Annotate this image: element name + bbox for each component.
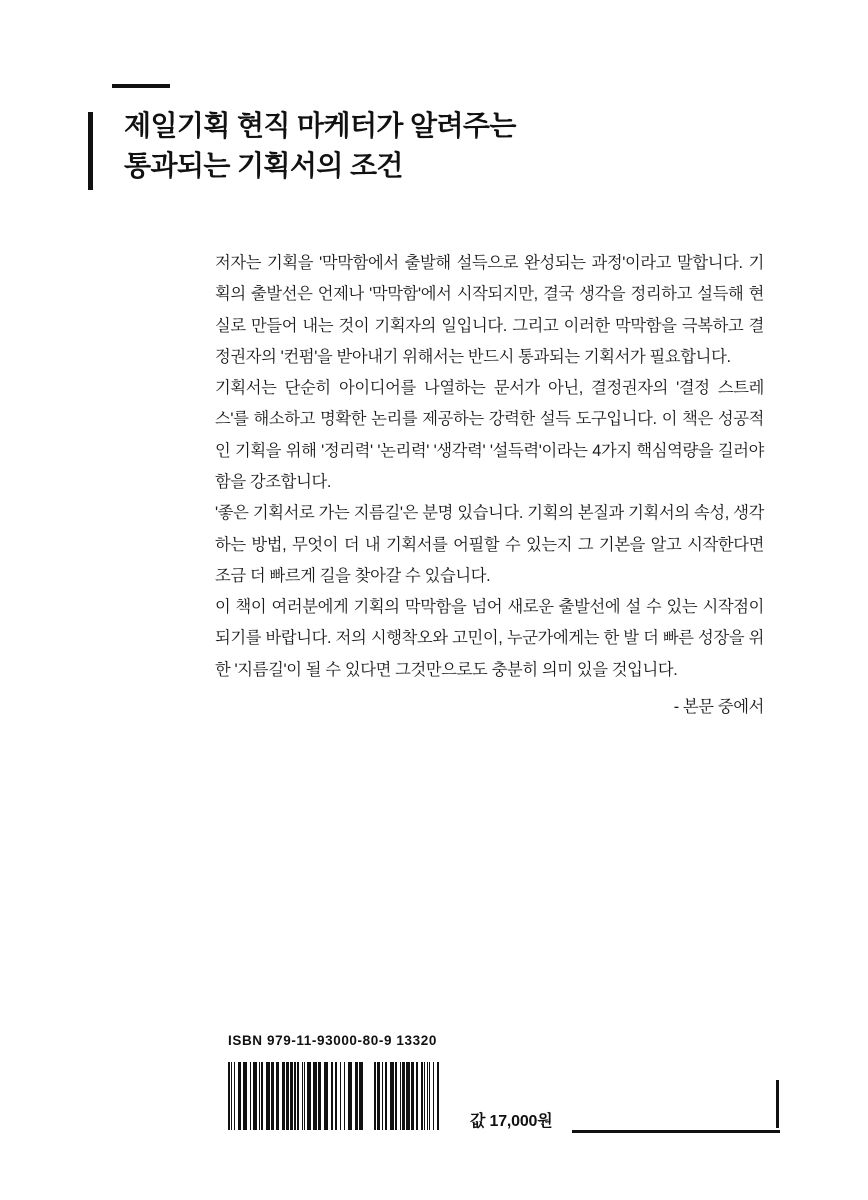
body-copy xyxy=(215,248,764,723)
attribution-text: - 본문 중에서 xyxy=(673,697,764,716)
body-paragraph-1: 저자는 기획을 '막막함에서 출발해 설득으로 완성되는 과정'이라고 말합니다. 기획의 출발선은 언제나 '막막함'에서 시작되지만, 결국 생각을 정리하고 설득해 현실로 만들어 내는 것이 기획자의 일입니다. 그리고 이러한 막막함을 극복하고 결정권자의 '컨펌'을 받아내기 위해서는 반드시 통과되는 기획서가 필요합니다. xyxy=(215,254,764,366)
page-title xyxy=(124,106,824,186)
price-label: 값 17,000원 xyxy=(470,1113,553,1130)
headline-accent-bar xyxy=(88,112,93,190)
headline-line-2: 통과되는 기획서의 조건 xyxy=(124,149,403,181)
body-paragraph-4: 이 책이 여러분에게 기획의 막막함을 넘어 새로운 출발선에 설 수 있는 시작점이 되기를 바랍니다. 저의 시행착오와 고민이, 누군가에게는 한 발 더 빠른 성장을 위한 '지름길'이 될 수 있다면 그것만으로도 충분히 의미 있을 것입니다. xyxy=(215,598,764,679)
body-paragraph-3: '좋은 기획서로 가는 지름길'은 분명 있습니다. 기획의 본질과 기획서의 속성, 생각하는 방법, 무엇이 더 내 기획서를 어필할 수 있는지 그 기본을 알고 시작한다면 조금 더 빠르게 길을 찾아갈 수 있습니다. xyxy=(215,504,764,585)
headline-line-1: 제일기획 현직 마케터가 알려주는 xyxy=(124,110,516,141)
headline-block xyxy=(88,106,824,186)
isbn-text: ISBN 979-11-93000-80-9 13320 xyxy=(228,1033,437,1048)
decorative-rule-horizontal xyxy=(572,1130,780,1133)
decorative-rule-vertical xyxy=(776,1080,779,1128)
body-paragraph-2: 기획서는 단순히 아이디어를 나열하는 문서가 아닌, 결정권자의 '결정 스트레스'를 해소하고 명확한 논리를 제공하는 강력한 설득 도구입니다. 이 책은 성공적인 기획을 위해 '정리력' '논리력' '생각력' '설득력'이라는 4가지 핵심역량을 길러야 함을 강조합니다. xyxy=(215,379,764,491)
top-rule-divider xyxy=(112,84,170,88)
barcode-addon xyxy=(374,1062,446,1130)
